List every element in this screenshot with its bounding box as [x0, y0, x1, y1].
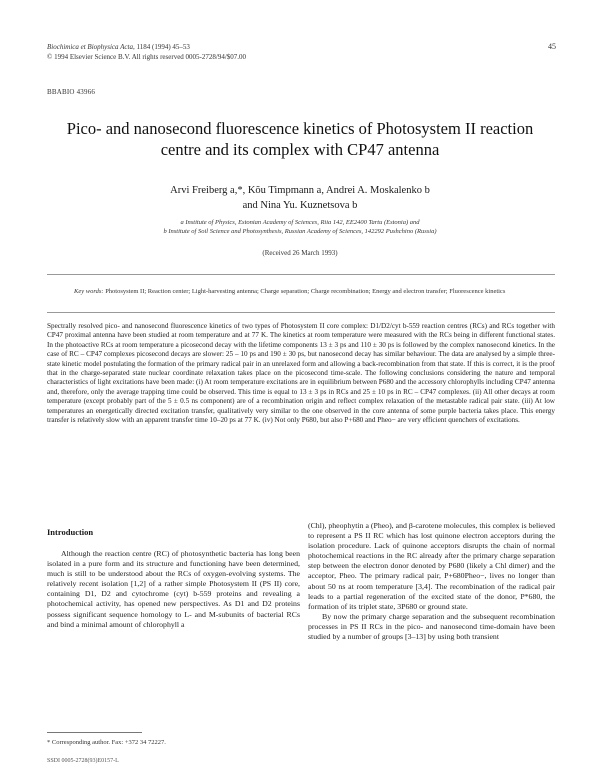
author-list — [60, 183, 540, 213]
article-code: BBABIO 43966 — [47, 88, 96, 96]
author-line-1: Arvi Freiberg a,*, Kõu Timpmann a, Andrei A. Moskalenko b — [170, 185, 430, 196]
ssdi-code: SSDI 0005-2728(93)E0157-L — [47, 758, 119, 764]
journal-name: Biochimica et Biophysica Acta — [47, 43, 133, 51]
footnote-corresponding-author: * Corresponding author. Fax: +372 34 72227. — [47, 739, 166, 746]
keywords-label: Key words: — [74, 288, 104, 295]
section-heading-introduction: Introduction — [47, 527, 94, 537]
affiliation-b: b Institute of Soil Science and Photosynthesis, Russian Academy of Sciences, 142292 Pushchino (Russia) — [163, 228, 437, 235]
footnote-divider — [47, 732, 142, 733]
intro-paragraph-continued: (Chl), pheophytin a (Pheo), and β-carotene molecules, this complex is believed to represent a PS II RC which has lost quinone electron acceptors during the isolation procedure. Lack of quinone acceptors disrupts the chain of normal photochemical reactions in the RC already after the primary charge separation step between the electron donor denoted by P680 (likely a Chl dimer) and the acceptor, Pheo. The primary radical pair, P+680Pheo−, lives no longer than about 50 ns at room temperature [3,4]. The recombination of the radical pair leads to a partial regeneration of the excited state of the donor, P*680, the formation of its triplet state, 3P680 or ground state. — [308, 521, 555, 611]
intro-column-left — [47, 549, 300, 630]
divider-top — [47, 274, 555, 275]
journal-volume: , 1184 (1994) 45–53 — [133, 43, 190, 51]
journal-citation — [47, 42, 246, 62]
received-date: (Received 26 March 1993) — [262, 249, 338, 257]
copyright-line: © 1994 Elsevier Science B.V. All rights reserved 0005-2728/94/$07.00 — [47, 53, 247, 61]
keywords-text: Photosystem II; Reaction center; Light-harvesting antenna; Charge separation; Charge recombination; Energy and electron transfer; Fluorescence kinetics — [103, 288, 506, 295]
keywords — [74, 287, 528, 296]
author-line-2: and Nina Yu. Kuznetsova b — [242, 200, 358, 211]
affiliations — [60, 218, 540, 236]
page-number: 45 — [548, 42, 556, 51]
affiliation-a: a Institute of Physics, Estonian Academy of Sciences, Riia 142, EE2400 Tartu (Estonia) and — [180, 219, 420, 226]
intro-paragraph-2: By now the primary charge separation and the subsequent recombination processes in PS II RCs in the pico- and nanosecond time-domain have been studied by a number of groups [3–13] by using both transient — [308, 611, 555, 642]
article-title: Pico- and nanosecond fluorescence kinetics of Photosystem II reaction centre and its complex with CP47 antenna — [66, 119, 534, 159]
abstract-text: Spectrally resolved pico- and nanosecond fluorescence kinetics of two types of Photosystem II core complex: D1/D2/cyt b-559 reaction centres (RCs) and RCs together with CP47 proximal antenna have been studied at room temperature and at 77 K. The kinetics at room temperature were measured with the RCs being in different functional states. In the photoactive RCs at room temperature a picosecond decay with the lifetime components 13 ± 3 ps and 110 ± 30 ps is followed by the complex nanosecond kinetics. In the case of RC – CP47 complexes picosecond decays are slower: 25 – 10 ps and 190 ± 30 ps, but nanosecond decay has similar behaviour. The data are analysed by a simple three-state kinetic model postulating the formation of the primary radical pair in an unrelaxed form and allowing a back-recombination from that state. If this is correct, it is the proof that in the charge-separated state nuclear coordinate relaxation takes place on the picosecond time-scale. The following conclusions considering the nature and temporal characteristics of light excitations have been made: (i) At room temperature excitations are in equilibrium between P680 and the accessory chlorophylls including CP47 antenna and, therefore, only the average trapping time could be observed. This time is equal to 13 ± 3 ps in RCs and 25 ± 10 ps in RC – CP47 complexes. (ii) All other decays at room temperature (except probably part of the 5 ± 0.5 ns component) are of a recombination origin and reflect complex relaxation of the metastable radical pair state. (iii) At low temperatures an energetically directed excitation transfer, qualitatively very similar to the one observed in the core antenna of some purple bacteria takes place. This energy transfer is relatively slow with an apparent transfer time 10–20 ps at 77 K. (iv) Not only P680, but also P+680 and Pheo− are very efficient quenchers of excitations. — [47, 322, 555, 425]
intro-paragraph-1: Although the reaction centre (RC) of photosynthetic bacteria has long been isolated in a pure form and its structure and functioning have been determined, much is still to be understood about the RCs of oxygen-evolving systems. The relatively recent isolation [1,2] of a rather simple Photosystem II (PS II) core, containing D1, D2 and cytochrome (cyt) b-559 proteins and revealing a photochemical activity, has opened new perspectives. As D1 and D2 proteins possess significant sequence homology to L- and M-subunits of bacterial RCs and bind a minimal amount of chlorophyll a — [47, 549, 300, 629]
intro-column-right — [308, 521, 555, 642]
divider-abstract — [47, 312, 555, 313]
